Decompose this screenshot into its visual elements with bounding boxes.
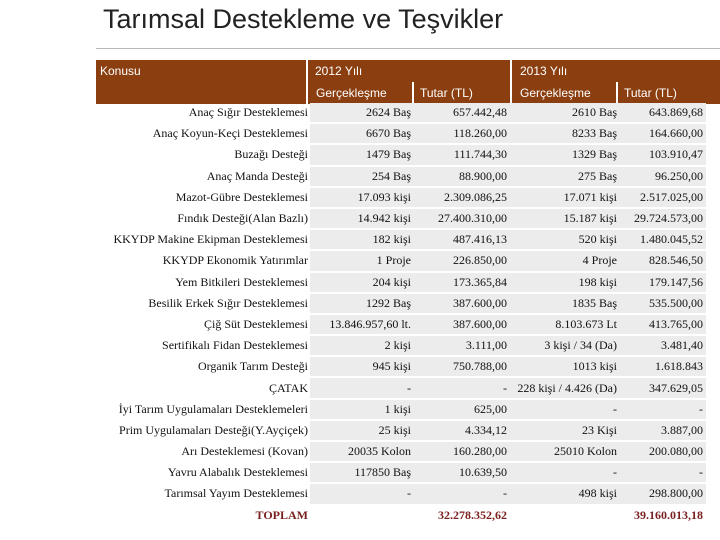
row-tutar-2012: 4.334,12 <box>414 420 510 441</box>
row-tutar-2012: 2.309.086,25 <box>414 187 510 208</box>
row-tutar-2012: 10.639,50 <box>414 462 510 483</box>
header-year-2012-label: 2012 Yılı <box>315 64 363 78</box>
row-tutar-2012: 3.111,00 <box>414 335 510 356</box>
row-gerceklesme-2012: 1479 Baş <box>310 144 414 165</box>
row-konu: Yem Bitkileri Desteklemesi <box>96 272 310 293</box>
row-gerceklesme-2013: 1013 kişi <box>510 356 620 377</box>
row-tutar-2013: 103.910,47 <box>620 144 706 165</box>
row-tutar-2013: 179.147,56 <box>620 272 706 293</box>
row-gerceklesme-2012: 254 Baş <box>310 166 414 187</box>
row-gerceklesme-2013: 25010 Kolon <box>510 441 620 462</box>
row-gerceklesme-2013: 23 Kişi <box>510 420 620 441</box>
row-tutar-2013: - <box>620 462 706 483</box>
header-konusu <box>96 60 306 104</box>
row-gerceklesme-2013: - <box>510 462 620 483</box>
row-gerceklesme-2013: 17.071 kişi <box>510 187 620 208</box>
row-gerceklesme-2013: 498 kişi <box>510 483 620 504</box>
total-tutar-2012: 32.278.352,62 <box>414 505 510 526</box>
table-row <box>96 272 706 293</box>
header-year-2012 <box>308 60 510 82</box>
header-gerceklesme-2013 <box>512 82 616 104</box>
row-konu: ÇATAK <box>96 377 310 398</box>
row-tutar-2012: 160.280,00 <box>414 441 510 462</box>
table-row <box>96 103 706 123</box>
table-row <box>96 208 706 229</box>
row-tutar-2013: 1.618.843 <box>620 356 706 377</box>
row-tutar-2012: 173.365,84 <box>414 272 510 293</box>
header-konusu-label: Konusu <box>100 64 141 78</box>
header-gerceklesme-2012-label: Gerçekleşme <box>316 86 387 100</box>
row-tutar-2013: 164.660,00 <box>620 123 706 144</box>
row-konu: Anaç Koyun-Keçi Desteklemesi <box>96 123 310 144</box>
row-tutar-2012: 226.850,00 <box>414 250 510 271</box>
total-tutar-2013: 39.160.013,18 <box>620 505 706 526</box>
row-gerceklesme-2013: 3 kişi / 34 (Da) <box>510 335 620 356</box>
table-row <box>96 187 706 208</box>
row-tutar-2013: 3.887,00 <box>620 420 706 441</box>
row-tutar-2013: 3.481,40 <box>620 335 706 356</box>
row-gerceklesme-2012: 1 Proje <box>310 250 414 271</box>
header-year-2013 <box>512 60 720 82</box>
row-konu: Prim Uygulamaları Desteği(Y.Ayçiçek) <box>96 420 310 441</box>
table-row <box>96 420 706 441</box>
row-tutar-2012: - <box>414 377 510 398</box>
row-gerceklesme-2013: 520 kişi <box>510 229 620 250</box>
row-tutar-2012: 387.600,00 <box>414 314 510 335</box>
row-tutar-2013: 2.517.025,00 <box>620 187 706 208</box>
row-tutar-2013: 413.765,00 <box>620 314 706 335</box>
row-tutar-2013: 828.546,50 <box>620 250 706 271</box>
table-row <box>96 293 706 314</box>
row-konu: Anaç Manda Desteği <box>96 166 310 187</box>
table-row <box>96 314 706 335</box>
row-tutar-2012: 111.744,30 <box>414 144 510 165</box>
table-row <box>96 462 706 483</box>
header-tutar-2012-label: Tutar (TL) <box>420 86 473 100</box>
table-row <box>96 377 706 398</box>
row-tutar-2012: 387.600,00 <box>414 293 510 314</box>
row-tutar-2012: 657.442,48 <box>414 103 510 123</box>
row-konu: KKYDP Makine Ekipman Desteklemesi <box>96 229 310 250</box>
row-tutar-2012: 118.260,00 <box>414 123 510 144</box>
row-tutar-2012: 487.416,13 <box>414 229 510 250</box>
total-gerceklesme-2012 <box>310 505 414 526</box>
header-gerceklesme-2012 <box>308 82 412 104</box>
row-konu: Anaç Sığır Desteklemesi <box>96 103 310 123</box>
table-row <box>96 123 706 144</box>
row-gerceklesme-2012: 17.093 kişi <box>310 187 414 208</box>
row-konu: Besilik Erkek Sığır Desteklemesi <box>96 293 310 314</box>
row-konu: Mazot-Gübre Desteklemesi <box>96 187 310 208</box>
table-row <box>96 441 706 462</box>
row-konu: Buzağı Desteği <box>96 144 310 165</box>
total-konu: TOPLAM <box>96 505 310 526</box>
row-gerceklesme-2012: 182 kişi <box>310 229 414 250</box>
table-row <box>96 399 706 420</box>
row-gerceklesme-2012: 14.942 kişi <box>310 208 414 229</box>
row-tutar-2013: 200.080,00 <box>620 441 706 462</box>
table-row <box>96 229 706 250</box>
row-gerceklesme-2012: 2 kişi <box>310 335 414 356</box>
row-tutar-2012: 625,00 <box>414 399 510 420</box>
row-gerceklesme-2012: 1292 Baş <box>310 293 414 314</box>
row-konu: Fındık Desteği(Alan Bazlı) <box>96 208 310 229</box>
row-tutar-2012: 750.788,00 <box>414 356 510 377</box>
row-tutar-2012: - <box>414 483 510 504</box>
row-gerceklesme-2012: 117850 Baş <box>310 462 414 483</box>
row-gerceklesme-2013: 228 kişi / 4.426 (Da) <box>510 377 620 398</box>
row-gerceklesme-2012: 1 kişi <box>310 399 414 420</box>
table-row <box>96 356 706 377</box>
row-gerceklesme-2012: - <box>310 483 414 504</box>
row-konu: Arı Desteklemesi (Kovan) <box>96 441 310 462</box>
row-gerceklesme-2012: 945 kişi <box>310 356 414 377</box>
header-tutar-2012 <box>414 82 510 104</box>
row-gerceklesme-2012: 204 kişi <box>310 272 414 293</box>
header-tutar-2013-label: Tutar (TL) <box>624 86 677 100</box>
row-konu: İyi Tarım Uygulamaları Desteklemeleri <box>96 399 310 420</box>
title-divider <box>96 48 720 49</box>
row-gerceklesme-2013: 1329 Baş <box>510 144 620 165</box>
row-gerceklesme-2013: 275 Baş <box>510 166 620 187</box>
row-konu: Yavru Alabalık Desteklemesi <box>96 462 310 483</box>
row-tutar-2012: 88.900,00 <box>414 166 510 187</box>
row-tutar-2013: 29.724.573,00 <box>620 208 706 229</box>
row-gerceklesme-2012: - <box>310 377 414 398</box>
row-tutar-2013: 535.500,00 <box>620 293 706 314</box>
row-tutar-2013: 347.629,05 <box>620 377 706 398</box>
row-gerceklesme-2012: 25 kişi <box>310 420 414 441</box>
header-year-2013-label: 2013 Yılı <box>520 64 568 78</box>
row-tutar-2012: 27.400.310,00 <box>414 208 510 229</box>
row-gerceklesme-2013: 15.187 kişi <box>510 208 620 229</box>
row-tutar-2013: - <box>620 399 706 420</box>
row-gerceklesme-2013: 2610 Baş <box>510 103 620 123</box>
header-gerceklesme-2013-label: Gerçekleşme <box>520 86 591 100</box>
row-tutar-2013: 1.480.045,52 <box>620 229 706 250</box>
row-gerceklesme-2012: 13.846.957,60 lt. <box>310 314 414 335</box>
row-gerceklesme-2013: - <box>510 399 620 420</box>
row-gerceklesme-2012: 20035 Kolon <box>310 441 414 462</box>
table-row <box>96 483 706 504</box>
row-konu: Tarımsal Yayım Desteklemesi <box>96 483 310 504</box>
table-row <box>96 166 706 187</box>
support-table-body <box>96 103 706 526</box>
support-table <box>96 103 706 527</box>
row-tutar-2013: 298.800,00 <box>620 483 706 504</box>
row-konu: Çiğ Süt Desteklemesi <box>96 314 310 335</box>
header-tutar-2013 <box>618 82 720 104</box>
row-tutar-2013: 96.250,00 <box>620 166 706 187</box>
row-gerceklesme-2013: 198 kişi <box>510 272 620 293</box>
row-konu: KKYDP Ekonomik Yatırımlar <box>96 250 310 271</box>
row-gerceklesme-2013: 8233 Baş <box>510 123 620 144</box>
table-row <box>96 335 706 356</box>
row-konu: Sertifikalı Fidan Desteklemesi <box>96 335 310 356</box>
total-gerceklesme-2013 <box>510 505 620 526</box>
row-gerceklesme-2013: 1835 Baş <box>510 293 620 314</box>
total-row <box>96 505 706 526</box>
table-row <box>96 250 706 271</box>
row-gerceklesme-2013: 4 Proje <box>510 250 620 271</box>
row-gerceklesme-2012: 6670 Baş <box>310 123 414 144</box>
row-konu: Organik Tarım Desteği <box>96 356 310 377</box>
page-title: Tarımsal Destekleme ve Teşvikler <box>103 4 504 34</box>
row-gerceklesme-2013: 8.103.673 Lt <box>510 314 620 335</box>
row-gerceklesme-2012: 2624 Baş <box>310 103 414 123</box>
table-row <box>96 144 706 165</box>
row-tutar-2013: 643.869,68 <box>620 103 706 123</box>
